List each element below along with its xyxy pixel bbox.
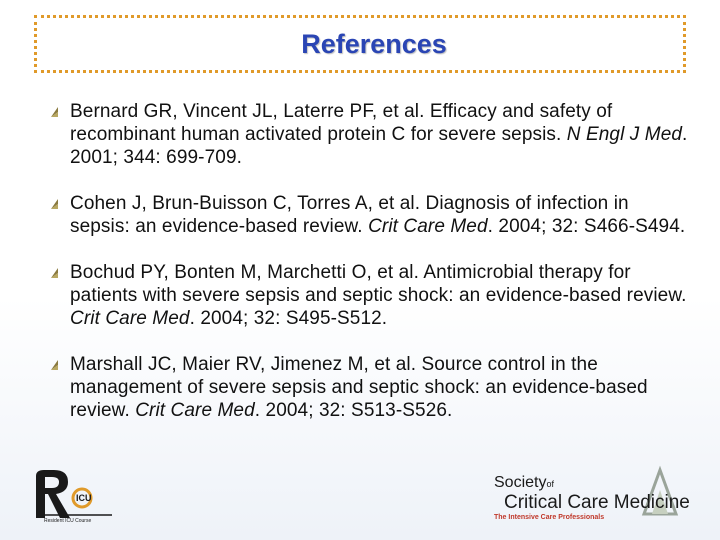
title-frame <box>34 15 686 73</box>
ricu-logo <box>30 468 120 524</box>
sccm-logo <box>490 462 690 524</box>
page-title: References <box>301 28 447 59</box>
reference-item <box>48 192 688 238</box>
journal-name: Crit Care Med <box>368 216 488 237</box>
reference-text: Cohen J, Brun-Buisson C, Torres A, et al. Diagnosis of infection in sepsis: an evidence-based review. Crit Care Med. 2004; 32: S466-S494. <box>70 193 686 237</box>
bullet-icon <box>50 359 59 371</box>
reference-item <box>48 261 688 330</box>
sccm-line2: Critical Care Medicine <box>504 492 690 513</box>
sccm-tagline: The Intensive Care Professionals <box>494 514 605 521</box>
reference-text: Marshall JC, Maier RV, Jimenez M, et al. Source control in the management of severe sepsis and septic shock: an evidence-based review. Crit Care Med. 2004; 32: S513-S526. <box>70 354 648 421</box>
reference-item <box>48 353 688 422</box>
journal-name: Crit Care Med <box>135 400 255 421</box>
journal-name: Crit Care Med <box>70 308 190 329</box>
bullet-icon <box>50 267 59 279</box>
reference-item <box>48 100 688 169</box>
journal-name: N Engl J Med <box>566 124 683 145</box>
svg-text:ICU: ICU <box>76 493 92 503</box>
reference-text: Bochud PY, Bonten M, Marchetti O, et al. Antimicrobial therapy for patients with severe sepsis and septic shock: an evidence-based review. Crit Care Med. 2004; 32: S495-S512. <box>70 262 687 329</box>
ricu-subtitle: Resident ICU Course <box>44 518 92 524</box>
sccm-line1: Societyof <box>494 474 554 491</box>
reference-text: Bernard GR, Vincent JL, Laterre PF, et al. Efficacy and safety of recombinant human activated protein C for severe sepsis. N Engl J Med. 2001; 344: 699-709. <box>70 101 688 168</box>
reference-list <box>48 100 688 445</box>
bullet-icon <box>50 198 59 210</box>
bullet-icon <box>50 106 59 118</box>
